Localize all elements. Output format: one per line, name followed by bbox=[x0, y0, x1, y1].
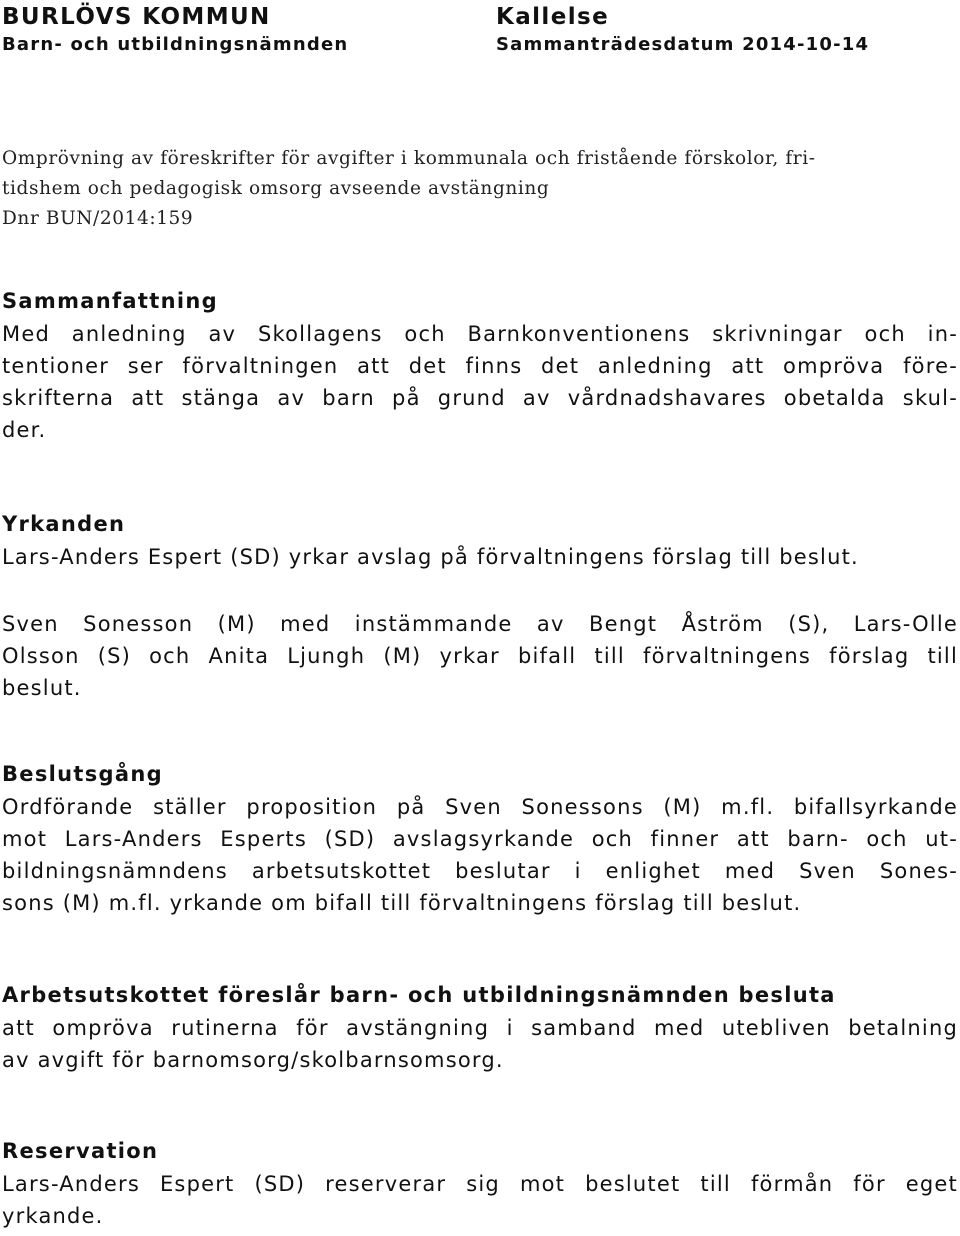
section-heading: Sammanfattning bbox=[2, 289, 218, 313]
section-heading: Reservation bbox=[2, 1139, 159, 1163]
subject-line: Omprövning av föreskrifter för avgifter i kommunala och fristående förskolor, fri- bbox=[2, 148, 816, 169]
paragraph-line: Olsson (S) och Anita Ljungh (M) yrkar bifall till förvaltningens förslag till bbox=[2, 644, 958, 668]
section-heading: Yrkanden bbox=[2, 512, 126, 536]
paragraph-line: av avgift för barnomsorg/skolbarnsomsorg. bbox=[2, 1048, 504, 1072]
meeting-date: Sammanträdesdatum 2014-10-14 bbox=[496, 34, 870, 55]
paragraph-line: Sven Sonesson (M) med instämmande av Bengt Åström (S), Lars-Olle bbox=[2, 612, 958, 636]
document-type: Kallelse bbox=[496, 4, 610, 30]
section-sammanfattning bbox=[2, 284, 958, 446]
paragraph-line: yrkande. bbox=[2, 1204, 104, 1228]
committee-name: Barn- och utbildningsnämnden bbox=[2, 34, 349, 55]
case-number: Dnr BUN/2014:159 bbox=[2, 208, 194, 229]
paragraph-line: der. bbox=[2, 418, 47, 442]
section-heading: Beslutsgång bbox=[2, 762, 163, 786]
document-header bbox=[0, 2, 960, 62]
paragraph-line: sons (M) m.fl. yrkande om bifall till förvaltningens förslag till beslut. bbox=[2, 891, 802, 915]
section-forslag bbox=[2, 978, 958, 1076]
section-yrkanden-paragraph-2 bbox=[2, 608, 958, 704]
paragraph-line: skrifterna att stänga av barn på grund av vårdnadshavares obetalda skul- bbox=[2, 386, 958, 410]
paragraph-line: mot Lars-Anders Esperts (SD) avslagsyrkande och finner att barn- och ut- bbox=[2, 827, 958, 851]
paragraph-line: beslut. bbox=[2, 676, 82, 700]
paragraph-line: Lars-Anders Espert (SD) yrkar avslag på förvaltningens förslag till beslut. bbox=[2, 545, 859, 569]
paragraph-line: tentioner ser förvaltningen att det finns det anledning att ompröva före- bbox=[2, 354, 958, 378]
paragraph-line: Lars-Anders Espert (SD) reserverar sig mot beslutet till förmån för eget bbox=[2, 1172, 958, 1196]
paragraph-line: Ordförande ställer proposition på Sven Sonessons (M) m.fl. bifallsyrkande bbox=[2, 795, 958, 819]
municipality-name: BURLÖVS KOMMUN bbox=[2, 4, 271, 30]
header-right bbox=[496, 2, 869, 58]
paragraph-line: Med anledning av Skollagens och Barnkonventionens skrivningar och in- bbox=[2, 322, 958, 346]
header-left bbox=[2, 2, 348, 58]
section-yrkanden bbox=[2, 507, 958, 573]
subject-line: tidshem och pedagogisk omsorg avseende avstängning bbox=[2, 178, 550, 199]
section-beslutsgang bbox=[2, 757, 958, 919]
section-reservation bbox=[2, 1134, 958, 1232]
paragraph-line: att ompröva rutinerna för avstängning i samband med utebliven betalning bbox=[2, 1016, 958, 1040]
paragraph-line: bildningsnämndens arbetsutskottet beslutar i enlighet med Sven Sones- bbox=[2, 859, 958, 883]
section-heading: Arbetsutskottet föreslår barn- och utbildningsnämnden besluta bbox=[2, 983, 836, 1007]
subject-block bbox=[2, 144, 954, 234]
